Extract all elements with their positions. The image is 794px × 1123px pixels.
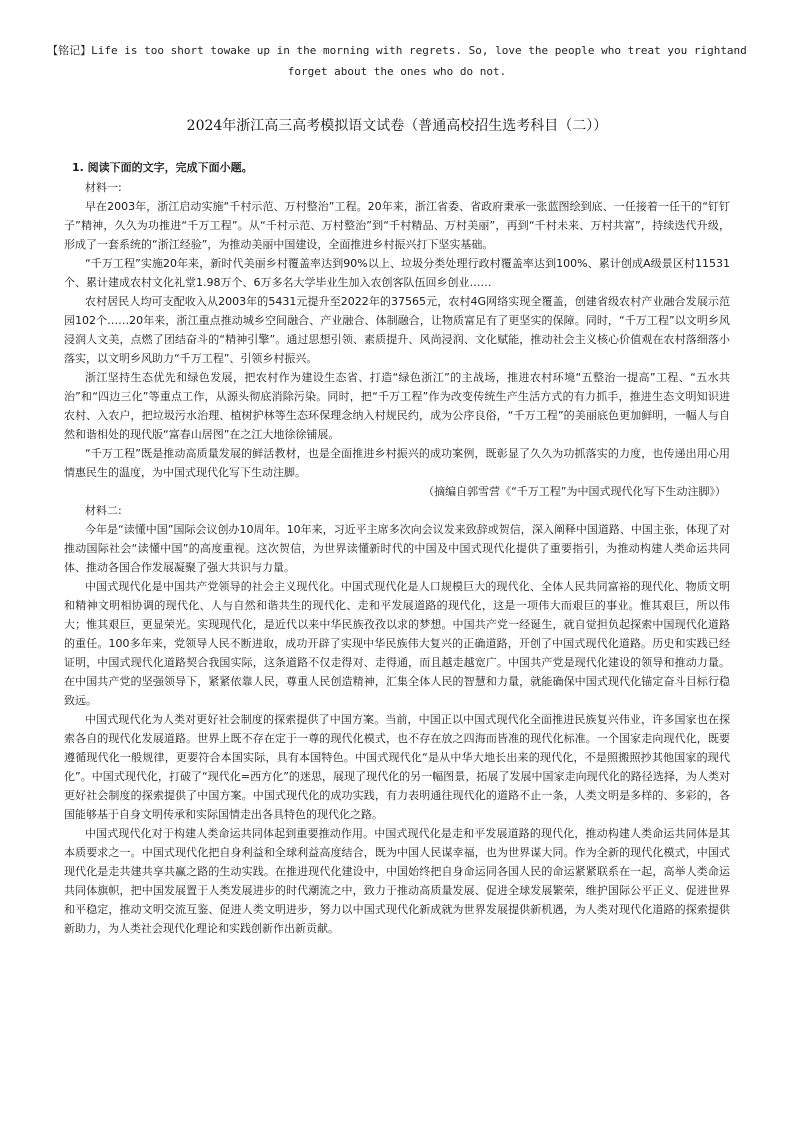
exam-title: 2024年浙江高三高考模拟语文试卷（普通高校招生选考科目（二）） <box>186 118 608 134</box>
material-1-paragraph: 早在2003年，浙江启动实施“千村示范、万村整治”工程。20年来，浙江省委、省政府秉承一张蓝图绘到底、一任接着一任干的“钉钉子”精神，久久为功推进“千万工程”。从“千村示范、万村整治”到“千村精品、万村美丽”，再到“千村未来、万村共富”，持续迭代升级，形成了一套系统的“浙江经验”，为推动美丽中国建设，全面推进乡村振兴打下坚实基础。 <box>64 200 730 251</box>
material-1-paragraph: “千万工程”实施20年来，新时代美丽乡村覆盖率达到90%以上、垃圾分类处理行政村覆盖率达到100%、累计创成A级景区村11531个、累计建成农村文化礼堂1.98万个、6万多名大学毕业生加入农创客队伍回乡创业…… <box>64 257 730 289</box>
material-1-paragraph: 农村居民人均可支配收入从2003年的5431元提升至2022年的37565元，农村4G网络实现全覆盖，创建省级农村产业融合发展示范园102个……20年来，浙江重点推动城乡空间融合、产业融合、体制融合，让物质富足有了更坚实的保障。同时，“千万工程”以文明乡风浸润人文美，点燃了团结奋斗的“精神引擎”。通过思想引领、素质提升、风尚浸润、文化赋能，推动社会主义核心价值观在农村落细落小落实，以文明乡风助力“千万工程”、引领乡村振兴。 <box>64 295 730 365</box>
question-heading: 1. 阅读下面的文字，完成下面小题。 <box>72 161 253 174</box>
motto-line-1: 【铭记】Life is too short towake up in the morning with regrets. So, love the people who treat you rightand <box>47 44 747 57</box>
motto-line-2: forget about the ones who do not. <box>287 65 507 78</box>
material-2-label: 材料二: <box>85 504 122 517</box>
motto-header <box>30 40 764 82</box>
material-1-source: （摘编自郭雪营《“千万工程”为中国式现代化写下生动注脚》） <box>423 485 726 498</box>
material-2-paragraph: 今年是“读懂中国”国际会议创办10周年。10年来，习近平主席多次向会议发来致辞或贺信，深入阐释中国道路、中国主张，体现了对推动国际社会“读懂中国”的高度重视。这次贺信，为世界读懂新时代的中国及中国式现代化提供了重要指引，为推动构建人类命运共同体、推动各国合作发展凝聚了强大共识与力量。 <box>64 523 730 574</box>
material-1-paragraph: “千万工程”既是推动高质量发展的鲜活教材，也是全面推进乡村振兴的成功案例，既彰显了久久为功抓落实的力度，也传递出用心用情惠民生的温度，为中国式现代化写下生动注脚。 <box>64 447 730 479</box>
material-1-paragraph: 浙江坚持生态优先和绿色发展，把农村作为建设生态省、打造“绿色浙江”的主战场，推进农村环境“五整治一提高”工程、“五水共治”和“四边三化”等重点工作，从源头彻底消除污染。同时，把“千万工程”作为改变传统生产生活方式的有力抓手，推进生态文明知识进农村、入农户，把垃圾污水治理、植树护林等生态环保理念纳入村规民约，成为公序良俗，“千万工程”的美丽底色更加鲜明，一幅人与自然和谐相处的现代版“富春山居图”在之江大地徐徐铺展。 <box>64 371 730 441</box>
material-2-paragraph: 中国式现代化对于构建人类命运共同体起到重要推动作用。中国式现代化是走和平发展道路的现代化，推动构建人类命运共同体是其本质要求之一。中国式现代化把自身利益和全球利益高度结合，既为中国人民谋幸福，也为世界谋大同。作为全新的现代化模式，中国式现代化是走共建共享共赢之路的生动实践。在推进现代化建设中，中国始终把自身命运同各国人民的命运紧紧联系在一起，高举人类命运共同体旗帜，把中国发展置于人类发展进步的时代潮流之中，致力于推动高质量发展、促进全球发展繁荣，维护国际公平正义、促进世界和平稳定，推动文明交流互鉴、促进人类文明进步，努力以中国式现代化新成就为世界发展提供新机遇，为人类对现代化道路的探索提供新助力，为人类社会现代化理论和实践创新作出新贡献。 <box>64 827 730 935</box>
material-1-label: 材料一: <box>85 181 122 194</box>
material-2-paragraph: 中国式现代化为人类对更好社会制度的探索提供了中国方案。当前，中国正以中国式现代化全面推进民族复兴伟业，许多国家也在探索各自的现代化发展道路。世界上既不存在定于一尊的现代化模式，也不存在放之四海而皆准的现代化标准。一个国家走向现代化，既要遵循现代化一般规律，更要符合本国实际，具有本国特色。中国式现代化“是从中华大地长出来的现代化，不是照搬照抄其他国家的现代化”。中国式现代化，打破了“现代化=西方化”的迷思，展现了现代化的另一幅图景，拓展了发展中国家走向现代化的路径选择，为人类对更好社会制度的探索提供了中国方案。中国式现代化的成功实践，有力表明通往现代化的道路不止一条，人类文明是多样的、多彩的，各国能够基于自身文明传承和实际国情走出各具特色的现代化之路。 <box>64 713 730 821</box>
material-2-paragraph: 中国式现代化是中国共产党领导的社会主义现代化。中国式现代化是人口规模巨大的现代化、全体人民共同富裕的现代化、物质文明和精神文明相协调的现代化、人与自然和谐共生的现代化、走和平发展道路的现代化，这是一项伟大而艰巨的事业。惟其艰巨，所以伟大；惟其艰巨，更显荣光。实现现代化，是近代以来中华民族孜孜以求的梦想。中国共产党一经诞生，就自觉担负起探索中国现代化道路的重任。100多年来，党领导人民不断进取，成功开辟了实现中华民族伟大复兴的正确道路，开创了中国式现代化道路。历史和实践已经证明，中国式现代化道路契合我国实际，这条道路不仅走得对、走得通，而且越走越宽广。中国共产党是现代化建设的领导和推动力量。在中国共产党的坚强领导下，紧紧依靠人民，尊重人民创造精神，汇集全体人民的智慧和力量，就能确保中国式现代化锚定奋斗目标行稳致远。 <box>64 580 730 707</box>
question-body <box>64 158 730 938</box>
